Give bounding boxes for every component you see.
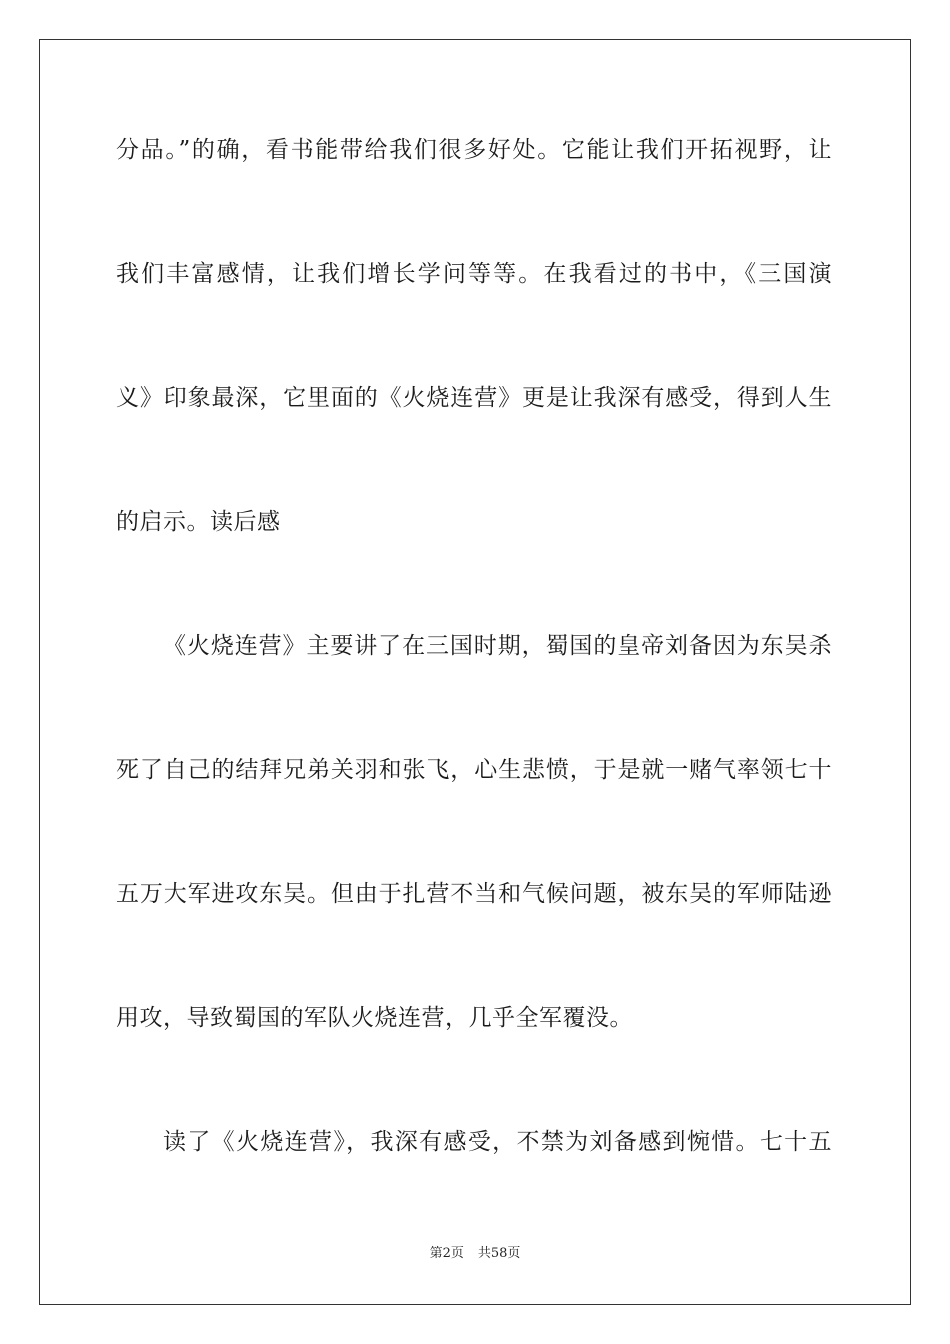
body-line-1: 分品。”的确，看书能带给我们很多好处。它能让我们开拓视野，让 (116, 137, 832, 163)
body-line-2: 我们丰富感情，让我们增长学问等等。在我看过的书中，《三国演 (116, 261, 832, 287)
page-border (39, 39, 911, 1305)
page-footer (0, 1245, 950, 1263)
body-line-8: 用攻，导致蜀国的军队火烧连营，几乎全军覆没。 (116, 1005, 633, 1031)
body-line-4: 的启示。读后感 (116, 509, 281, 535)
body-line-7: 五万大军进攻东吴。但由于扎营不当和气候问题，被东吴的军师陆逊 (116, 881, 832, 907)
body-line-6: 死了自己的结拜兄弟关羽和张飞，心生悲愤，于是就一赌气率领七十 (116, 757, 832, 783)
page-number: 第2页 (429, 1246, 464, 1261)
body-line-5: 《火烧连营》主要讲了在三国时期，蜀国的皇帝刘备因为东吴杀 (163, 633, 832, 659)
body-line-3: 义》印象最深，它里面的《火烧连营》更是让我深有感受，得到人生 (116, 385, 832, 411)
body-line-9: 读了《火烧连营》，我深有感受，不禁为刘备感到惋惜。七十五 (163, 1129, 832, 1155)
page-total: 共58页 (477, 1246, 521, 1261)
